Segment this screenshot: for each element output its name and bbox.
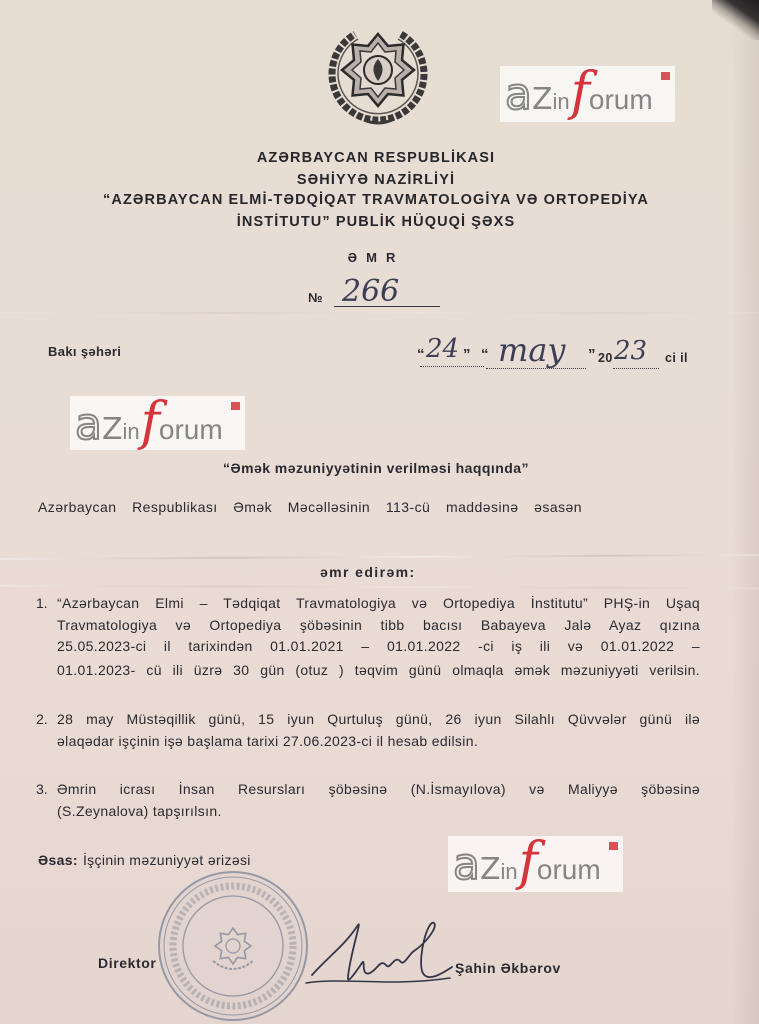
date-month-open-quote: “ (481, 346, 489, 363)
item-text-line: 25.05.2023-ci il tarixindən 01.01.2021 – 01.01.2022 -ci iş ili və 01.01.2022 – (57, 638, 700, 655)
watermark-red-mark-icon (231, 402, 240, 410)
item-text-line: (S.Zeynalova) tapşırılsın. (57, 802, 222, 819)
basis-text: İşçinin məzuniyyət ərizəsi (82, 852, 251, 868)
basis-line (38, 851, 251, 869)
watermark-letter: Z (531, 82, 553, 117)
date-month-handwritten: may (498, 331, 566, 369)
paper-fold-crease (0, 554, 759, 560)
signature-stroke (312, 923, 452, 980)
watermark-logo (500, 66, 675, 122)
item-text-line: 01.01.2023- cü ili üzrə 30 gün (otuz ) təqvim günü olmaqla əmək məzuniyyəti verilsin. (57, 661, 700, 678)
order-title: ƏMR (347, 250, 405, 265)
place-city: Bakı şəhəri (48, 344, 122, 359)
item-text-line: əlaqədar işçinin işə başlama tarixi 27.06.2023-ci il hesab edilsin. (57, 732, 479, 749)
watermark-letter: f (518, 836, 538, 892)
header-institute-line2: İNSTİTUTU” PUBLİK HÜQUQİ ŞƏXS (236, 214, 516, 230)
header-institute-line1: “AZƏRBAYCAN ELMİ-TƏDQİQAT TRAVMATOLOGİYA VƏ ORTOPEDİYA (103, 192, 649, 208)
date-month-underline (486, 368, 586, 369)
watermark-letter: Z (101, 412, 123, 447)
item-number: 3. (36, 781, 48, 797)
item-text-line: “Azərbaycan Elmi – Tədqiqat Travmatologiya və Ortopediya İnstitutu” PHŞ-in Uşaq (57, 595, 700, 611)
watermark-letter: orum (588, 84, 653, 115)
watermark-letter: orum (536, 854, 601, 885)
basis-label: Əsas: (38, 852, 78, 868)
date-year-handwritten: 23 (614, 336, 648, 366)
item-text-line: Əmrin icrası İnsan Resursları şöbəsinə (N.İsmayılova) və Maliyyə şöbəsinə (57, 781, 700, 797)
watermark-letter: f (140, 396, 160, 450)
order-number-label: № (308, 290, 323, 305)
director-signature (300, 915, 460, 997)
stamp-outer-ring (159, 872, 307, 1020)
watermark-logo (70, 396, 245, 450)
signatory-name: Şahin Əkbərov (455, 960, 561, 976)
item-text-line: Travmatologiya və Ortopediya şöbəsinin tibb bacısı Babayeva Jalə Ayaz qızına (57, 616, 700, 633)
signature-underline-stroke (306, 978, 450, 983)
watermark-logo (448, 836, 623, 892)
legal-basis-line: Azərbaycan Respublikası Əmək Məcəlləsinin 113-cü maddəsinə əsasən (38, 499, 582, 515)
date-day-open-quote: “ (417, 346, 425, 363)
order-subject: “Əmək məzuniyyətinin verilməsi haqqında” (223, 460, 529, 476)
command-heading: əmr edirəm: (320, 564, 416, 580)
item-number: 1. (36, 595, 48, 611)
watermark-letter: in (552, 89, 570, 114)
watermark-letter: a (505, 69, 532, 120)
round-seal-stamp (155, 869, 311, 1023)
watermark-letter: Z (479, 852, 501, 887)
paper-fold-crease (0, 312, 759, 314)
header-country: AZƏRBAYCAN RESPUBLİKASI (256, 150, 496, 166)
watermark-letter: in (122, 419, 140, 444)
watermark-red-mark-icon (609, 842, 618, 850)
date-day-underline (420, 366, 484, 367)
coat-of-arms-emblem (328, 24, 428, 128)
photo-dark-corner (712, 0, 759, 40)
date-day-handwritten: 24 (426, 334, 460, 364)
watermark-letter: in (500, 859, 518, 884)
date-year-prefix: 20 (598, 351, 613, 365)
header-ministry: SƏHİYYƏ NAZİRLİYİ (296, 172, 456, 188)
watermark-red-mark-icon (661, 72, 670, 80)
signatory-role: Direktor (98, 955, 157, 971)
date-year-underline (613, 368, 659, 369)
paper-fold-crease (0, 585, 759, 590)
date-month-close-quote: ” (588, 346, 596, 363)
order-number-underline (334, 306, 440, 307)
watermark-letter: f (570, 66, 590, 122)
date-suffix: ci il (665, 351, 688, 365)
item-number: 2. (36, 711, 48, 727)
order-number-handwritten: 266 (342, 274, 400, 309)
date-day-close-quote: ” (463, 346, 471, 363)
watermark-letter: a (75, 399, 102, 450)
watermark-letter: a (453, 839, 480, 890)
item-text-line: 28 may Müstəqillik günü, 15 iyun Qurtuluş günü, 26 iyun Silahlı Qüvvələr günü ilə (57, 711, 700, 727)
watermark-letter: orum (158, 414, 223, 445)
